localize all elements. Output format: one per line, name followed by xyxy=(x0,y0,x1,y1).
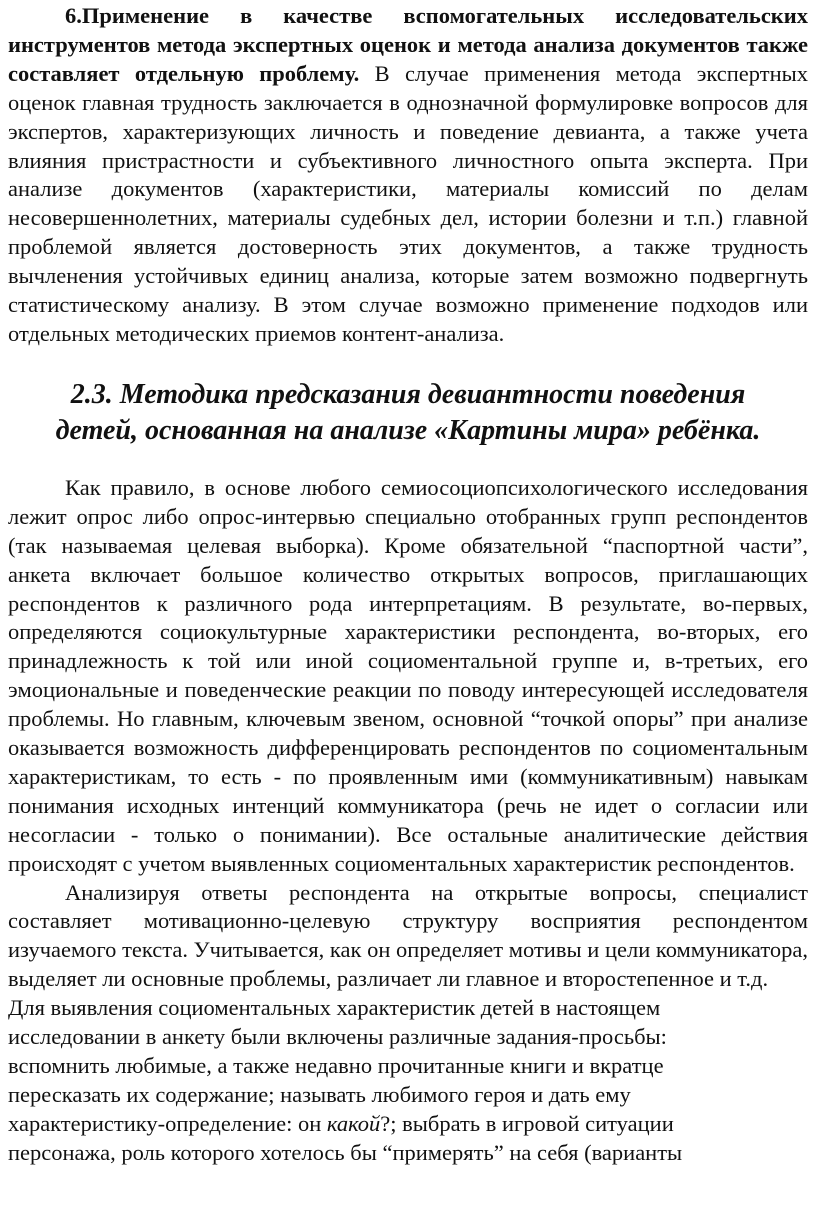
section-heading-line-2: детей, основанная на анализе «Картины мира» ребёнка. xyxy=(55,414,761,446)
italic-word: какой xyxy=(326,1110,381,1136)
paragraph-3-line: Для выявления социоментальных характеристик детей в настоящем xyxy=(8,995,661,1021)
body-paragraph-1: Как правило, в основе любого семиосоциопсихологического исследования лежит опрос либо опрос-интервью специально отобранных групп респондентов (так называемая целевая выборка). Кроме обязательной “паспортной части”, анкета включает большое количество открытых вопросов, приглашающих респондентов к различного рода интерпретациям. В результате, во-первых, определяются социокультурные характеристики респондента, во-вторых, его принадлежность к той или иной социоментальной группе и, в-третьих, его эмоциональные и поведенческие реакции по поводу интересующей исследователя проблемы. Но главным, ключевым звеном, основной “точкой опоры” при анализе оказывается возможность дифференцировать респондентов по социоментальным характеристикам, то есть - по проявленным ими (коммуникативным) навыкам понимания исходных интенций коммуникатора (речь не идет о согласии или несогласии - только о понимании). Все остальные аналитические действия происходят с учетом выявленных социоментальных характеристик респондентов. xyxy=(8,474,808,876)
paragraph-3-line: вспомнить любимые, а также недавно прочитанные книги и вкратце xyxy=(8,1053,664,1078)
paragraph-3-line xyxy=(8,1110,808,1139)
line-text: характеристику-определение: он xyxy=(8,1110,327,1136)
section-heading xyxy=(8,377,808,449)
body-paragraph-2: Анализируя ответы респондента на открытые вопросы, специалист составляет мотивационно-целевую структуру восприятия респондентом изучаемого текста. Учитывается, как он определяет мотивы и цели коммуникатора, выделяет ли основные проблемы, различает ли главное и второстепенное и т.д. xyxy=(8,879,808,992)
line-text: ?; выбрать в игровой ситуации xyxy=(380,1110,674,1136)
body-paragraph-3 xyxy=(8,994,808,1167)
section-6-text: В случае применения метода экспертных оценок главная трудность заключается в однозначной формулировке вопросов для экспертов, характеризующих личность и поведение девианта, а также учета влияния пристрастности и субъективного личностного опыта эксперта. При анализе документов (характеристики, материалы комиссий по делам несовершеннолетних, материалы судебных дел, истории болезни и т.п.) главной проблемой является достоверность этих документов, а также трудность вычленения устойчивых единиц анализа, которые затем возможно подвергнуть статистическому анализу. В этом случае возможно применение подходов или отдельных методических приемов контент-анализа. xyxy=(8,60,808,346)
section-6-paragraph xyxy=(8,2,808,349)
section-heading-line-1: 2.3. Методика предсказания девиантности поведения xyxy=(70,378,746,410)
paragraph-3-line: пересказать их содержание; называть любимого героя и дать ему xyxy=(8,1081,631,1107)
paragraph-3-line: исследовании в анкету были включены различные задания-просьбы: xyxy=(8,1024,667,1050)
paragraph-3-line: персонажа, роль которого хотелось бы “примерять” на себя (варианты xyxy=(8,1139,683,1165)
section-6-bold-lead: 6.Применение в качестве вспомогательных исследовательских инструментов метода экспертных оценок и метода анализа документов также составляет отдельную проблему. xyxy=(8,3,808,86)
